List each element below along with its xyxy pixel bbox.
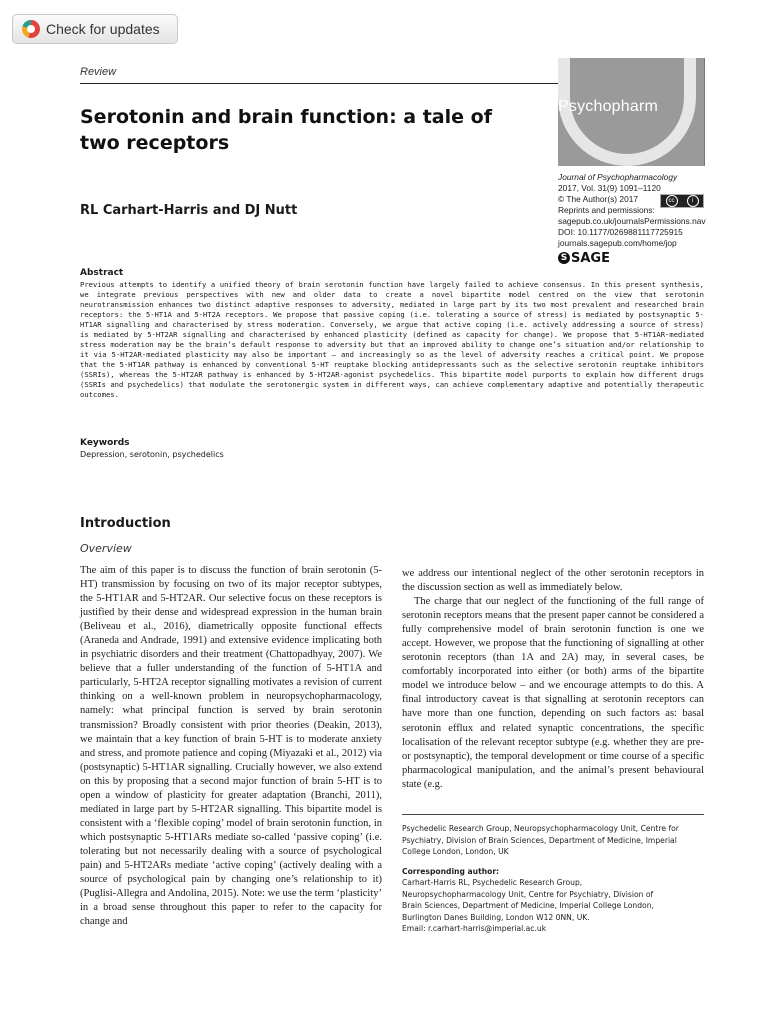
abstract-heading: Abstract — [80, 268, 124, 278]
reprints-link[interactable]: sagepub.co.uk/journalsPermissions.nav — [558, 216, 706, 226]
body-column-left — [80, 564, 382, 929]
article-title: Serotonin and brain function: a tale of two receptors — [80, 106, 492, 154]
keywords-list: Depression, serotonin, psychedelics — [80, 450, 224, 459]
header-divider — [80, 83, 558, 84]
introduction-heading: Introduction — [80, 516, 171, 531]
journal-logo-text: Psychopharm — [558, 98, 659, 115]
body-paragraph: we address our intentional neglect of the other serotonin receptors in the discussion section as well as immediately below. — [402, 568, 704, 594]
corresponding-author-address: Neuropsychopharmacology Unit, Centre for Psychiatry, Division of — [402, 889, 654, 899]
corresponding-author-address: Burlington Danes Building, London W12 0NN, UK. — [402, 912, 590, 922]
reprints-label: Reprints and permissions: — [558, 205, 655, 215]
crossmark-icon — [22, 20, 40, 38]
sage-s-icon: S — [558, 252, 570, 264]
attribution-icon: i — [687, 195, 699, 207]
body-column-right — [402, 567, 704, 792]
footnote-divider — [402, 814, 704, 815]
affiliation-text: Psychedelic Research Group, Neuropsychopharmacology Unit, Centre for Psychiatry, Division of Brain Sciences, Department of Medicine, Imperial College London, London, UK — [402, 824, 679, 856]
journal-logo — [558, 58, 704, 166]
journal-logo-edge — [704, 58, 705, 166]
copyright-notice: © The Author(s) 2017 — [558, 194, 639, 204]
journal-volume: 2017, Vol. 31(9) 1091–1120 — [558, 183, 661, 193]
article-type-label: Review — [80, 66, 117, 78]
cc-icon: cc — [666, 195, 678, 207]
keywords-heading: Keywords — [80, 438, 130, 448]
body-paragraph: The charge that our neglect of the functioning of the full range of serotonin receptors means that the present paper cannot be considered a fully comprehensive model of brain serotonin function is one we accept. However, we propose that the functioning of signalling at other serotonin receptors (than 1A and 2A) may, in several cases, be comfortably incorporated into either (or both) arms of the bipartite model we introduce below – and we encourage attempts to do this. A final introductory caveat is that signalling at serotonin receptors can have more than one function, depending on such factors as: basal serotonin efflux and related synaptic concentrations, the specific localisation of the relevant receptor subtype (e.g. whether they are pre- or postsynaptic), the temporal development or time course of a specific pharmacological manipulation, and the animal’s present behavioural state (e.g. — [402, 596, 704, 790]
affiliation-block — [402, 823, 704, 935]
corresponding-author-heading: Corresponding author: — [402, 866, 500, 876]
check-for-updates-label: Check for updates — [46, 21, 160, 37]
check-for-updates-button[interactable] — [12, 14, 178, 44]
creative-commons-icon — [660, 194, 704, 208]
corresponding-author-email[interactable]: Email: r.carhart-harris@imperial.ac.uk — [402, 924, 547, 933]
overview-subheading: Overview — [80, 542, 132, 555]
abstract-text: Previous attempts to identify a unified theory of brain serotonin function have largely failed to achieve consensus. In this present synthesis, we integrate previous perspectives with new and older data to create a novel bipartite model centred on the view that serotonin neurotransmission enhances two distinct adaptive responses to adversity, mediated in large part by its two most prevalent and researched brain receptors: the 5-HT1A and 5-HT2A receptors. We propose that passive coping (i.e. tolerating a source of stress) is mediated by postsynaptic 5-HT1AR signalling and characterised by stress moderation. Conversely, we argue that active coping (i.e. actively addressing a source of stress) is mediated by 5-HT2AR signalling and characterised by enhanced plasticity (defined as capacity for change). We propose that 5-HT1AR-mediated stress moderation may be the brain’s default response to adversity but that an improved ability to change one’s situation and/or relationship to it via 5-HT2AR-mediated plasticity may also be important – and increasingly so as the level of adversity reaches a critical point. We propose that the 5-HT1AR pathway is enhanced by conventional 5-HT reuptake blocking antidepressants such as the selective serotonin reuptake inhibitors (SSRIs), whereas the 5-HT2AR pathway is enhanced by 5-HT2AR-agonist psychedelics. This bipartite model purports to explain how different drugs (SSRIs and psychedelics) that modulate the serotonergic system in different ways, can achieve complementary adaptive and potentially therapeutic outcomes. — [80, 280, 704, 399]
corresponding-author-name: Carhart-Harris RL, Psychedelic Research Group, — [402, 878, 583, 887]
journal-name: Journal of Psychopharmacology — [558, 172, 678, 182]
publisher-name: SAGE — [571, 250, 610, 266]
body-paragraph: The aim of this paper is to discuss the function of brain serotonin (5-HT) transmission by focusing on two of its major receptor subtypes, the 5-HT1AR and 5-HT2AR. Our selective focus on these receptors is justified by their dense and widespread expression in the human brain (Beliveau et al., 2016), diametrically opposite functional effects (Araneda and Andrade, 1991) and extensive evidence implicating both in psychiatric disorders and their treatment (Chattopadhyay, 2007). We believe that a fuller understanding of the function of 5-HT1A and particularly, 5-HT2A receptor signalling motivates a revision of current thinking on a well-known problem in neuropsychopharmacology, namely: what principal function is served by brain serotonin transmission? Broadly consistent with prior theories (Deakin, 2013), we maintain that a key function of brain 5-HT is to moderate anxiety and stress, and promote patience and coping (Miyazaki et al., 2012) via (postsynaptic) 5-HT1AR signalling. Crucially however, we also extend on this by proposing that a second major function of brain 5-HT is to open a window of plasticity for greater adaptation (Branchi, 2011), mediated in large part by 5-HT2AR signalling. This bipartite model is consistent with a ‘flexible coping’ model of brain serotonin function, in which postsynaptic 5-HT1ARs mediate so-called ‘passive coping’ (i.e. tolerating but not necessarily dealing with a source of psychological pain) and 5-HT2ARs mediate ‘active coping’ (actively dealing with a source of psychological pain by changing one’s relationship to it) (Puglisi-Allegra and Andolina, 2015). Note: we use the term ‘plasticity’ in a broad sense throughout this paper to refer to the capacity for change and — [80, 565, 382, 928]
journal-metadata — [558, 172, 718, 266]
corresponding-author-address: Brain Sciences, Department of Medicine, Imperial College London, — [402, 901, 654, 910]
publisher-logo — [558, 252, 610, 264]
doi-link[interactable]: DOI: 10.1177/0269881117725915 — [558, 227, 683, 237]
journal-home-link[interactable]: journals.sagepub.com/home/jop — [558, 238, 677, 248]
article-authors: RL Carhart-Harris and DJ Nutt — [80, 203, 298, 218]
